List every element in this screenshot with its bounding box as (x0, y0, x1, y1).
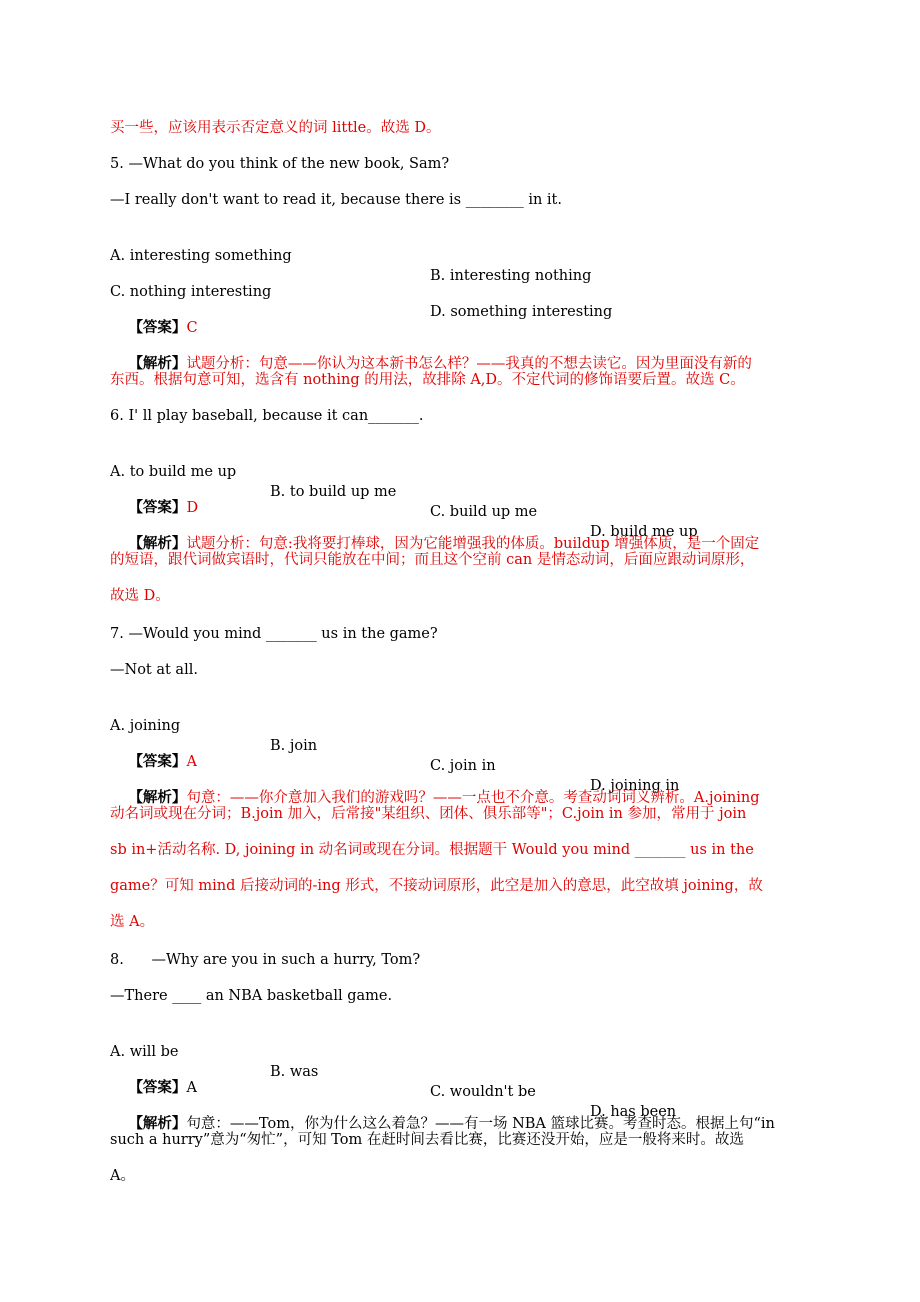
q6-explanation-3: 故选 D。 (110, 588, 170, 604)
q8-line2: —There ____ an NBA basketball game. (110, 988, 393, 1004)
q7-explanation-4: game？可知 mind 后接动词的-ing 形式，不接动词原形，此空是加入的意思，此空故填 joining，故 (110, 878, 763, 894)
q8-option-b: B. was (270, 1064, 319, 1080)
q7-option-b: B. join (270, 738, 318, 754)
q6-option-a: A. to build me up (110, 464, 237, 480)
q5-option-b: B. interesting nothing (430, 268, 592, 284)
q7-option-d: D. joining in (590, 778, 680, 794)
q8-stem: 8. —Why are you in such a hurry, Tom? (110, 952, 421, 968)
q6-explanation-2: 的短语，跟代词做宾语时，代词只能放在中间；而且这个空前 can 是情态动词，后面应跟动词原形， (110, 552, 755, 568)
q5-explanation-2: 东西。根据句意可知，选含有 nothing 的用法，故排除 A,D。不定代词的修饰语要后置。故选 C。 (110, 372, 745, 388)
q7-line2: —Not at all. (110, 662, 198, 678)
q7-explanation-5: 选 A。 (110, 914, 155, 930)
explanation-label: 【解析】 (128, 1115, 187, 1132)
prev-explanation-tail: 买一些，应该用表示否定意义的词 little。故选 D。 (110, 120, 441, 136)
q7-answer-value: A (186, 754, 197, 770)
answer-label: 【答案】 (128, 319, 187, 336)
explanation-label: 【解析】 (128, 789, 187, 806)
q7-explanation-3: sb in+活动名称. D, joining in 动名词或现在分词。根据题干 Would you mind _______ us in the (110, 842, 754, 858)
q5-option-a: A. interesting something (110, 248, 292, 264)
q6-explanation-text-1: 试题分析：句意:我将要打棒球，因为它能增强我的体质。buildup 增强体质，是一个固定 (186, 536, 760, 552)
q8-explanation-2: such a hurry”意为“匆忙”，可知 Tom 在赶时间去看比赛，比赛还没开始，应是一般将来时。故选 (110, 1132, 744, 1148)
q5-answer-value: C (186, 320, 198, 336)
answer-label: 【答案】 (128, 499, 187, 516)
q7-explanation-2: 动名词或现在分词；B.join 加入，后常接"某组织、团体、俱乐部等"；C.join in 参加，常用于 join (110, 806, 747, 822)
answer-label: 【答案】 (128, 1079, 187, 1096)
q8-explanation-text-1: 句意：——Tom，你为什么这么着急？——有一场 NBA 篮球比赛。考查时态。根据上句“in (186, 1116, 775, 1132)
q6-option-b: B. to build up me (270, 484, 397, 500)
q8-answer-value: A (186, 1080, 197, 1096)
q6-option-d: D. build me up (590, 524, 698, 540)
answer-label: 【答案】 (128, 753, 187, 770)
q8-option-a: A. will be (110, 1044, 179, 1060)
q7-explanation-text-1: 句意：——你介意加入我们的游戏吗？——一点也不介意。考查动词词义辨析。A.joining (186, 790, 760, 806)
q6-option-c: C. build up me (430, 504, 538, 520)
q7-option-a: A. joining (110, 718, 181, 734)
q5-explanation-text-1: 试题分析：句意——你认为这本新书怎么样？——我真的不想去读它。因为里面没有新的 (186, 356, 752, 372)
q5-option-c: C. nothing interesting (110, 284, 272, 300)
q5-line2: —I really don't want to read it, because there is ________ in it. (110, 192, 562, 208)
q8-option-c: C. wouldn't be (430, 1084, 536, 1100)
q7-option-c: C. join in (430, 758, 496, 774)
explanation-label: 【解析】 (128, 355, 187, 372)
q7-stem: 7. —Would you mind _______ us in the game? (110, 626, 438, 642)
q5-options-row2 (110, 262, 810, 342)
q8-option-d: D. has been (590, 1104, 677, 1120)
q8-explanation-3: A。 (110, 1168, 135, 1184)
q5-option-d: D. something interesting (430, 304, 613, 320)
q6-answer-value: D (186, 500, 199, 516)
q5-stem: 5. —What do you think of the new book, Sam? (110, 156, 450, 172)
q6-stem: 6. I' ll play baseball, because it can_______. (110, 408, 424, 424)
explanation-label: 【解析】 (128, 535, 187, 552)
